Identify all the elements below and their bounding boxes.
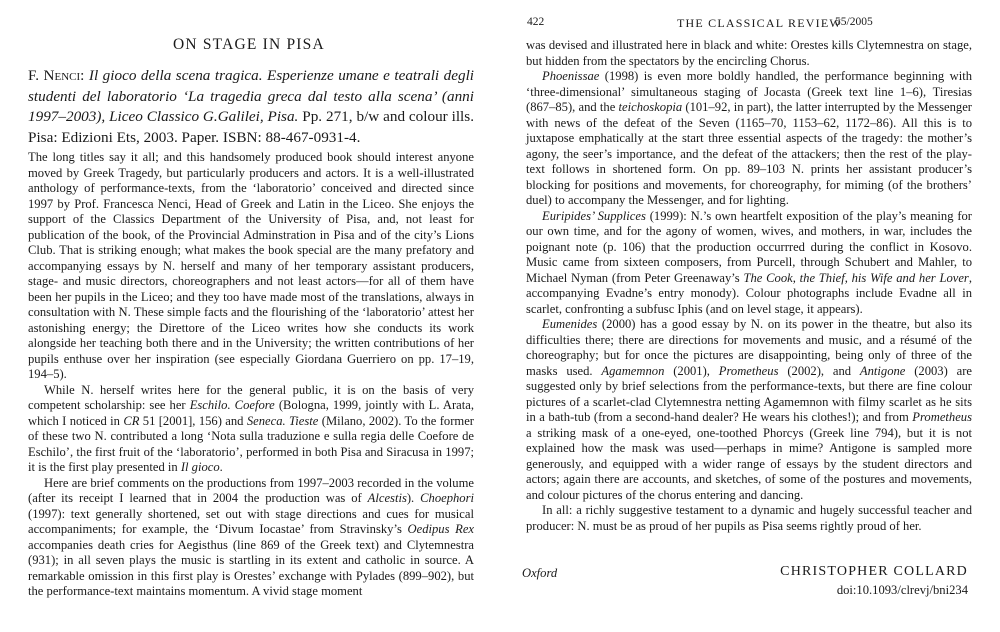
running-title: ON STAGE IN PISA	[173, 36, 325, 53]
paragraph-continuation: was devised and illustrated here in black and white: Orestes kills Clytemnestra on stage, but hidden from the spectators by the encircling Chorus.	[526, 38, 972, 68]
reviewer-location: Oxford	[522, 566, 558, 580]
bibliographic-entry	[28, 66, 474, 148]
left-body-text	[28, 150, 474, 600]
paragraph-phoenissae: Phoenissae (1998) is even more boldly handled, the performance beginning with ‘three-dimensional’ simultaneous staging of Jocasta (Greek text line 1–6), Tiresias (867–85), and the teichoskopia (101–92, in part), the latter interrupted by the Messenger with news of the defeat of the Seven (1165–70, 1153–62, 1172–86). All this is to juxtapose emphatically at the start three essential aspects of the tragedy: the mother’s agony, the seer’s importance, and the defeat of the attackers; then the rest of the play-text follows in shortened form. On pp. 89–103 N. prints her assistant producer’s blocking for positions and movements, for choreography, for miming (of the brothers’ duel) to accompany the Messenger, and for lighting.	[526, 69, 972, 207]
paragraph-conclusion: In all: a richly suggestive testament to a dynamic and hugely successful teacher and producer: N. must be as proud of her pupils as Pisa seems rightly proud of her.	[526, 503, 972, 533]
page-number: 422	[527, 16, 545, 28]
book-author: F. Nenci:	[28, 67, 85, 84]
journal-volume: 55/2005	[835, 16, 873, 28]
paragraph-intro: The long titles say it all; and this handsomely produced book should interest anyone moved by Greek Tragedy, but particularly producers and actors. It is a well-illustrated anthology of performance-texts, from the ‘laboratorio’ conceived and directed since 1997 by Prof. Francesca Nenci, Head of Greek and Latin in the Liceo. She enjoys the support of the Classics Department of the University of Pisa, and, not least for publication of the book, of the Provincial Adminstration in Pisa and of the city’s Lions Club. That is striking enough; what makes the book special are the many prefatory and accompanying essays by N. herself and many of her temporary assistant producers, stage- and music directors, choreographers and not least actors—for all of them have been her pupils in the Liceo; and they too have made most of the translations, always in consultation with N. These simple facts and the flourishing of the ‘laboratorio’ attest her astonishing energy; the Direttore of the Liceo writes how she conducts its work alongside her teaching both there and in the University; the written contributions of her pupils enthuse over her inspiration (see especially Giordana Guerriero on pp. 17–19, 194–5).	[28, 150, 474, 381]
right-body-text	[526, 38, 972, 534]
paragraph-eumenides: Eumenides (2000) has a good essay by N. on its power in the theatre, but also its difficulties there; there are directions for movements and music, and a résumé of the choreography; but for once the pictures are disappointing, being only of three of the masks used. Agamemnon (2001), Prometheus (2002), and Antigone (2003) are suggested only by brief selections from the performance-texts, but there are fine colour pictures of a scarlet-clad Clytemnestra netting Agamemnon with filmy scarlet as he sits in a bath-tub (from a second-hand dealer? He wears his clothes!); and from Prometheus a striking mask of a one-eyed, one-toothed Phorcys (Greek line 794), but it is not explained how the mask was used—perhaps in mime? Antigone is sampled more generously, and equipped with a wider range of essays by the student directors and actors; again there are accounts, and sketches, of some of the postures and movements, and colour pictures of the chorus entering and dancing.	[526, 317, 972, 502]
paragraph-scholarship: While N. herself writes here for the general public, it is on the basis of very competent scholarship: see her Eschilo. Coefore (Bologna, 1999, jointly with L. Arata, which I noticed in CR 51 [2001], 156) and Seneca. Tieste (Milano, 2002). To the former of these two N. contributed a long ‘Nota sulla traduzione e sulla regia delle Coefore de Eschilo’, the first fruit of the ‘laboratorio’, performed in both Pisa and Siracusa in 1997; it is the first play presented in Il gioco.	[28, 382, 475, 474]
paragraph-productions: Here are brief comments on the productions from 1997–2003 recorded in the volume (after its receipt I learned that in 2004 the production was of Alcestis). Choephori (1997): text generally shortened, set out with stage directions and cues for musical accompaniments; for example, the ‘Divum Iocastae’ from Stravinsky’s Oedipus Rex accompanies death cries for Aegisthus (line 869 of the Greek text) and Clytemnestra (931); in all seven plays the music is startling in its extent and catholic in source. A remarkable omission in this first play is Orestes’ exchange with Pylades (899–902), but the performance-text maintains momentum. A vivid stage moment	[28, 475, 474, 598]
reviewer-name: CHRISTOPHER COLLARD	[780, 564, 968, 579]
signature-block	[522, 566, 968, 606]
doi-link[interactable]: doi:10.1093/clrevj/bni234	[836, 583, 968, 597]
book-title: Il gioco della scena tragica. Esperienze umane e teatrali degli studenti del laboratorio ‘La tragedia greca dal testo alla scena’ (anni 1997–2003), Liceo Classico G.Galilei, Pisa.	[28, 67, 475, 125]
book-details: Pp. 271, b/w and colour ills. Pisa: Edizioni Ets, 2003. Paper. ISBN: 88-467-0931-4.	[28, 108, 474, 146]
journal-title: THE CLASSICAL REVIEW	[677, 16, 842, 30]
paragraph-supplices: Euripides’ Supplices (1999): N.’s own heartfelt exposition of the play’s meaning for our own time, and for the agony of women, wives, and mothers, in war, includes the poignant note (p. 106) that the production occurrred during the conflict in Kosovo. Music came from sixteen composers, from Purcell, through Schubert and Mahler, to Michael Nyman (from Peter Greenaway’s The Cook, the Thief, his Wife and her Lover, accompanying Evadne’s entry monody). Colour photographs include Evadne all in scarlet, confronting a subfusc Iphis (and on level stage, it appears).	[526, 208, 972, 316]
